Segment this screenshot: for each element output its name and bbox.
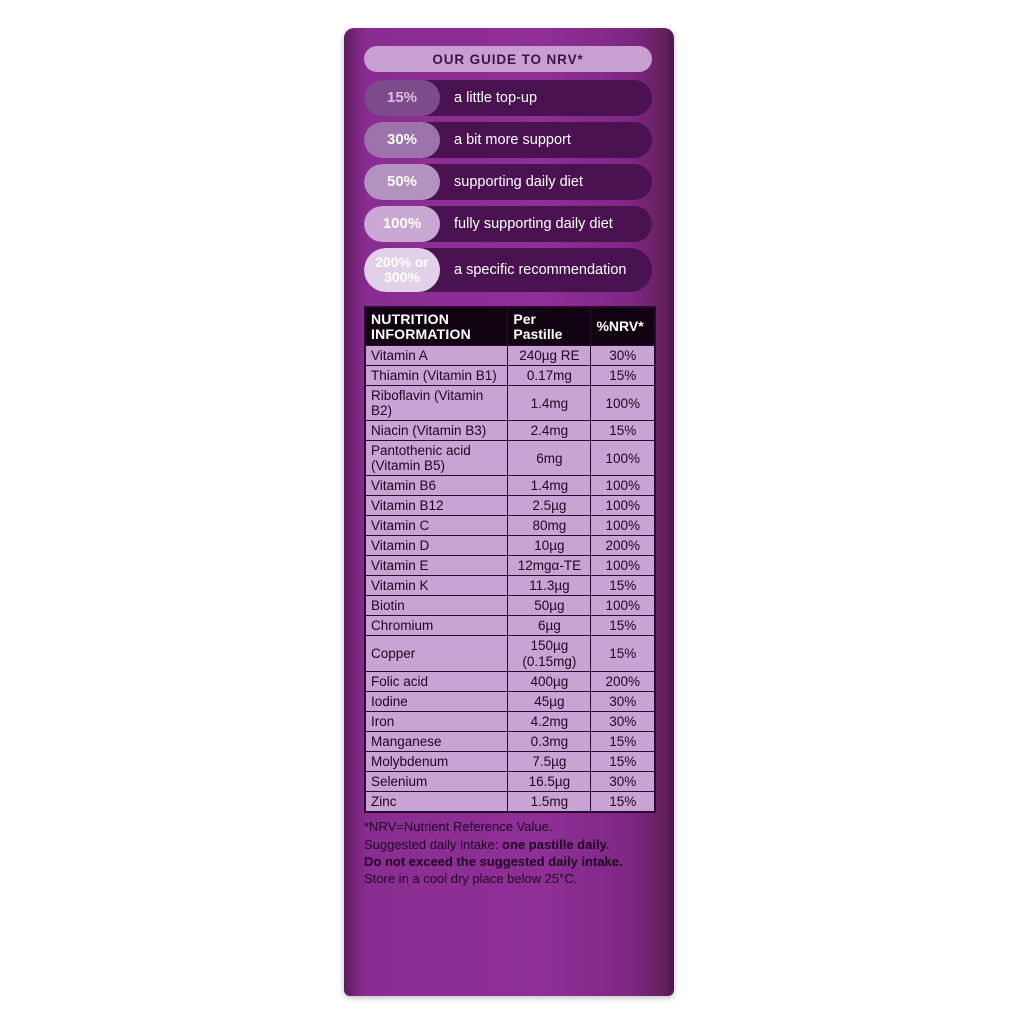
table-row [366,556,655,576]
nutrient-name: Copper [366,636,508,672]
nutrient-name: Thiamin (Vitamin B1) [366,366,508,386]
nrv-percent-chip: 15% [364,80,440,116]
column-header-per-pastille [508,308,591,346]
table-row [366,672,655,692]
table-row [366,596,655,616]
column-header-nutrition [366,308,508,346]
nutrient-nrv: 30% [591,346,655,366]
table-row [366,616,655,636]
nutrient-name [366,441,508,476]
nutrient-name: Chromium [366,616,508,636]
nutrient-nrv: 15% [591,616,655,636]
nutrient-name: Vitamin A [366,346,508,366]
footnote-intake-prefix: Suggested daily intake: [364,836,503,852]
nutrient-name: Manganese [366,732,508,752]
nrv-percent-chip: 100% [364,206,440,242]
nutrient-amount: 0.3mg [508,732,591,752]
nutrient-name-text: Pantothenic acid (Vitamin B5) [371,443,471,474]
nutrient-amount: 1.4mg [508,386,591,421]
nutrient-nrv: 30% [591,772,655,792]
nutrient-nrv: 15% [591,576,655,596]
nutrient-amount: 7.5µg [508,752,591,772]
nutrient-nrv: 15% [591,636,655,672]
nutrient-name: Iron [366,712,508,732]
nutrient-name: Vitamin E [366,556,508,576]
nutrient-nrv: 100% [591,386,655,421]
nutrient-amount: 11.3µg [508,576,591,596]
nrv-row-label: a specific recommendation [454,261,627,278]
nutrient-nrv: 100% [591,441,655,476]
nutrient-name: Vitamin B12 [366,496,508,516]
footnote-intake-bold: one pastille daily. [502,836,610,852]
nutrient-nrv: 100% [591,516,655,536]
nutrient-nrv: 30% [591,692,655,712]
table-row [366,636,655,672]
table-row [366,516,655,536]
nutrient-nrv: 15% [591,732,655,752]
nutrient-amount [508,636,591,672]
product-package [344,28,674,996]
nutrient-nrv: 100% [591,496,655,516]
nutrient-name: Molybdenum [366,752,508,772]
table-row [366,712,655,732]
nutrient-nrv: 15% [591,421,655,441]
nutrient-amount: 50µg [508,596,591,616]
nutrient-nrv: 100% [591,556,655,576]
nrv-percent-chip: 30% [364,122,440,158]
column-header-line1: NUTRITION [371,311,450,327]
nutrient-amount: 2.5µg [508,496,591,516]
nutrient-nrv: 100% [591,596,655,616]
table-row [366,441,655,476]
nutrient-amount-text: 150µg (0.15mg) [522,638,577,669]
nutrient-name: Niacin (Vitamin B3) [366,421,508,441]
nutrient-amount: 6mg [508,441,591,476]
column-header-nrv: %NRV* [591,308,655,346]
nrv-row-label: a little top-up [454,89,538,106]
table-row [366,386,655,421]
nutrient-name: Folic acid [366,672,508,692]
nutrient-name: Zinc [366,792,508,812]
nutrient-amount: 80mg [508,516,591,536]
footnote-nrv-definition: *NRV=Nutrient Reference Value. [364,819,553,835]
package-back-panel [364,46,656,978]
nutrient-amount: 4.2mg [508,712,591,732]
nutrient-name: Vitamin K [366,576,508,596]
column-header-line2: Pastille [513,325,563,342]
nutrient-name: Iodine [366,692,508,712]
nutrient-amount: 16.5µg [508,772,591,792]
nrv-guide-row [364,248,652,292]
table-row [366,496,655,516]
column-header-line2: INFORMATION [371,325,471,342]
table-row [366,692,655,712]
nutrient-nrv: 15% [591,366,655,386]
nutrient-amount: 1.5mg [508,792,591,812]
nutrient-nrv: 30% [591,712,655,732]
nutrient-amount: 1.4mg [508,476,591,496]
nutrient-name: Vitamin D [366,536,508,556]
nrv-guide-title: OUR GUIDE TO NRV* [364,46,652,72]
nutrient-amount: 12mgα-TE [508,556,591,576]
table-row [366,752,655,772]
nutrition-information-table [364,306,656,813]
nutrient-nrv: 200% [591,536,655,556]
column-header-line1: Per [513,311,536,327]
footnote-suggested-intake [364,837,656,853]
nrv-row-label: supporting daily diet [454,173,583,190]
footnotes [364,819,656,887]
table-header-row [366,308,655,346]
table-row [366,476,655,496]
nutrient-name: Vitamin C [366,516,508,536]
footnote-do-not-exceed: Do not exceed the suggested daily intake. [364,853,623,869]
nutrient-nrv: 200% [591,672,655,692]
footnote-storage: Store in a cool dry place below 25°C. [364,871,578,887]
nutrient-amount: 400µg [508,672,591,692]
nutrient-name: Riboflavin (Vitamin B2) [366,386,508,421]
nutrition-table-body [366,346,655,812]
nrv-row-label: a bit more support [454,131,571,148]
table-row [366,732,655,752]
nrv-guide-row [364,206,652,242]
nrv-guide-row [364,80,652,116]
nutrient-name: Vitamin B6 [366,476,508,496]
nutrient-amount: 10µg [508,536,591,556]
nutrient-nrv: 15% [591,792,655,812]
nrv-percent-chip: 200% or 300% [364,248,440,292]
nrv-percent-chip: 50% [364,164,440,200]
nrv-row-label: fully supporting daily diet [454,215,613,232]
table-row [366,421,655,441]
table-row [366,772,655,792]
nutrient-amount: 2.4mg [508,421,591,441]
table-row [366,792,655,812]
nutrient-amount: 0.17mg [508,366,591,386]
table-row [366,536,655,556]
nutrient-name: Selenium [366,772,508,792]
nutrient-amount: 45µg [508,692,591,712]
table-row [366,366,655,386]
nutrient-amount: 6µg [508,616,591,636]
nutrient-nrv: 15% [591,752,655,772]
nutrient-amount: 240µg RE [508,346,591,366]
table-row [366,346,655,366]
nutrient-name: Biotin [366,596,508,616]
nrv-guide-row [364,164,652,200]
nrv-guide-row [364,122,652,158]
nutrient-nrv: 100% [591,476,655,496]
table-row [366,576,655,596]
